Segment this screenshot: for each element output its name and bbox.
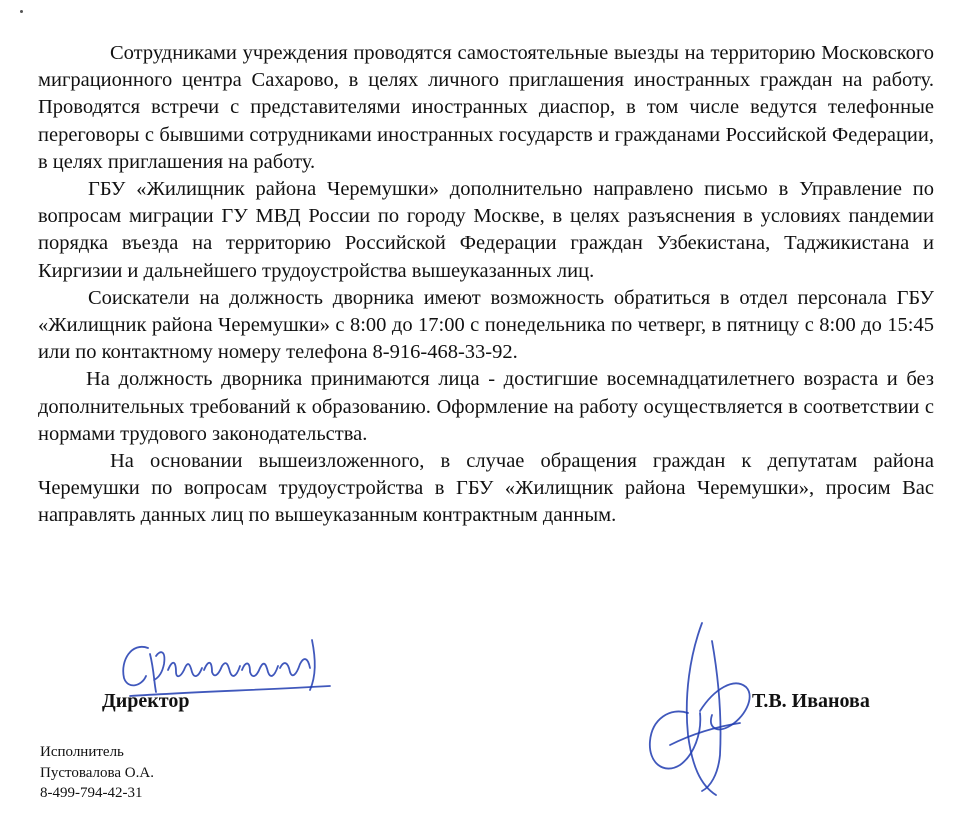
letter-body <box>38 40 934 530</box>
executor-phone: 8-499-794-42-31 <box>40 785 143 801</box>
paragraph-requirements: На должность дворника принимаются лица - достигшие восемнадцатилетнего возраста и без дополнительных требований к образованию. Оформление на работу осуществляется в соответствии с нормами трудового законодательства. <box>38 368 934 445</box>
executor-block <box>40 742 154 804</box>
position-title: Директор <box>102 690 190 712</box>
paragraph-migration-letter: ГБУ «Жилищник района Черемушки» дополнительно направлено письмо в Управление по вопросам миграции ГУ МВД России по городу Москве, в целях разъяснения в условиях пандемии порядка въезда на территорию Российской Федерации граждан Узбекистана, Таджикистана и Киргизии и дальнейшего трудоустройства вышеуказанных лиц. <box>38 178 934 282</box>
executor-name: Пустовалова О.А. <box>40 764 154 781</box>
scan-speck <box>20 10 23 13</box>
signature-row <box>0 690 960 720</box>
paragraph-applicants-contact: Соискатели на должность дворника имеют возможность обратиться в отдел персонала ГБУ «Жилищник района Черемушки» с 8:00 до 17:00 с понедельника по четверг, в пятницу с 8:00 до 15:45 или по контактному номеру телефона 8-916-468-33-92. <box>38 286 934 364</box>
paragraph-recruitment-trips: Сотрудниками учреждения проводятся самостоятельные выезды на территорию Московского миграционного центра Сахарово, в целях личного приглашения иностранных граждан на работу. Проводятся встречи с представителями иностранных диаспор, в том числе ведутся телефонные переговоры с бывшими сотрудниками иностранных государств и гражданами Российской Федерации, в целях приглашения на работу. <box>38 42 934 173</box>
executor-label: Исполнитель <box>40 744 124 760</box>
paragraph-request: На основании вышеизложенного, в случае обращения граждан к депутатам района Черемушки по вопросам трудоустройства в ГБУ «Жилищник района Черемушки», просим Вас направлять данных лиц по вышеуказанным контрактным данным. <box>38 450 934 527</box>
director-name: Т.В. Иванова <box>752 690 870 712</box>
